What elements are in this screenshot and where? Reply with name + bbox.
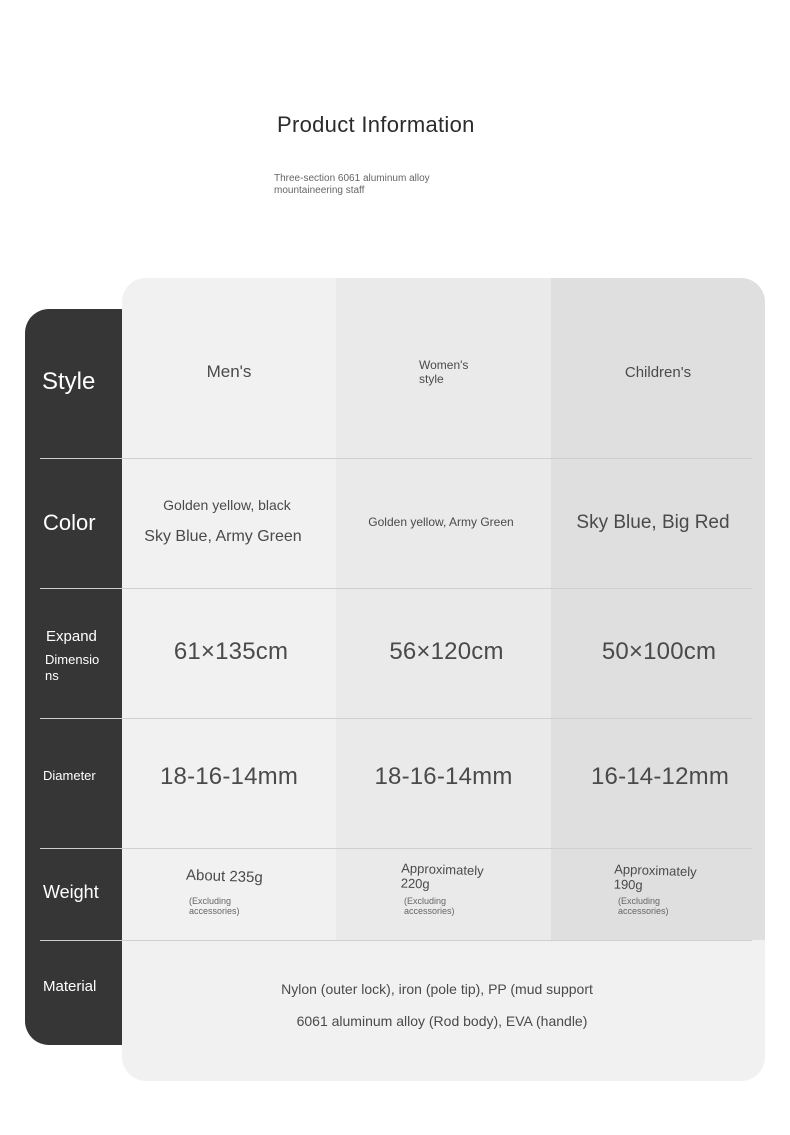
style-row-label: Style [42, 368, 96, 395]
diameter-mens: 18-16-14mm [159, 763, 299, 790]
page-subtitle: Three-section 6061 aluminum alloy mountaineering staff [274, 173, 430, 196]
color-childrens: Sky Blue, Big Red [576, 512, 730, 533]
expand-row-label-line1: Expand [46, 628, 97, 645]
style-womens: Women's style [419, 358, 469, 386]
weight-womens: Approximately 220g [400, 860, 484, 892]
material-line2: 6061 aluminum alloy (Rod body), EVA (handle) [296, 1013, 588, 1029]
row-divider [40, 588, 752, 589]
diameter-row-label: Diameter [43, 768, 96, 783]
expand-row-label-line2: Dimensions [45, 652, 100, 683]
weight-mens: About 235g [185, 866, 264, 887]
expand-womens: 56×120cm [389, 638, 504, 665]
diameter-womens: 18-16-14mm [374, 763, 513, 790]
row-divider [40, 458, 752, 459]
color-womens: Golden yellow, Army Green [368, 515, 514, 529]
weight-womens-note: (Excluding accessories) [404, 896, 455, 916]
material-line1: Nylon (outer lock), iron (pole tip), PP (mud support [281, 981, 593, 997]
weight-childrens-note: (Excluding accessories) [618, 896, 669, 916]
diameter-childrens: 16-14-12mm [590, 763, 730, 790]
style-childrens: Children's [624, 364, 692, 381]
page-title: Product Information [277, 112, 475, 137]
weight-row-label: Weight [43, 882, 99, 902]
color-mens-line1: Golden yellow, black [163, 497, 291, 513]
expand-mens: 61×135cm [173, 638, 289, 665]
weight-mens-note: (Excluding accessories) [189, 896, 240, 916]
material-row-label: Material [43, 978, 97, 995]
expand-childrens: 50×100cm [601, 638, 717, 665]
weight-childrens: Approximately 190g [613, 861, 697, 893]
row-divider [40, 940, 752, 941]
row-divider [40, 718, 752, 719]
row-divider [40, 848, 752, 849]
style-mens: Men's [206, 362, 252, 381]
color-mens-line2: Sky Blue, Army Green [144, 528, 302, 545]
color-row-label: Color [43, 510, 96, 535]
spec-table [122, 278, 765, 1081]
